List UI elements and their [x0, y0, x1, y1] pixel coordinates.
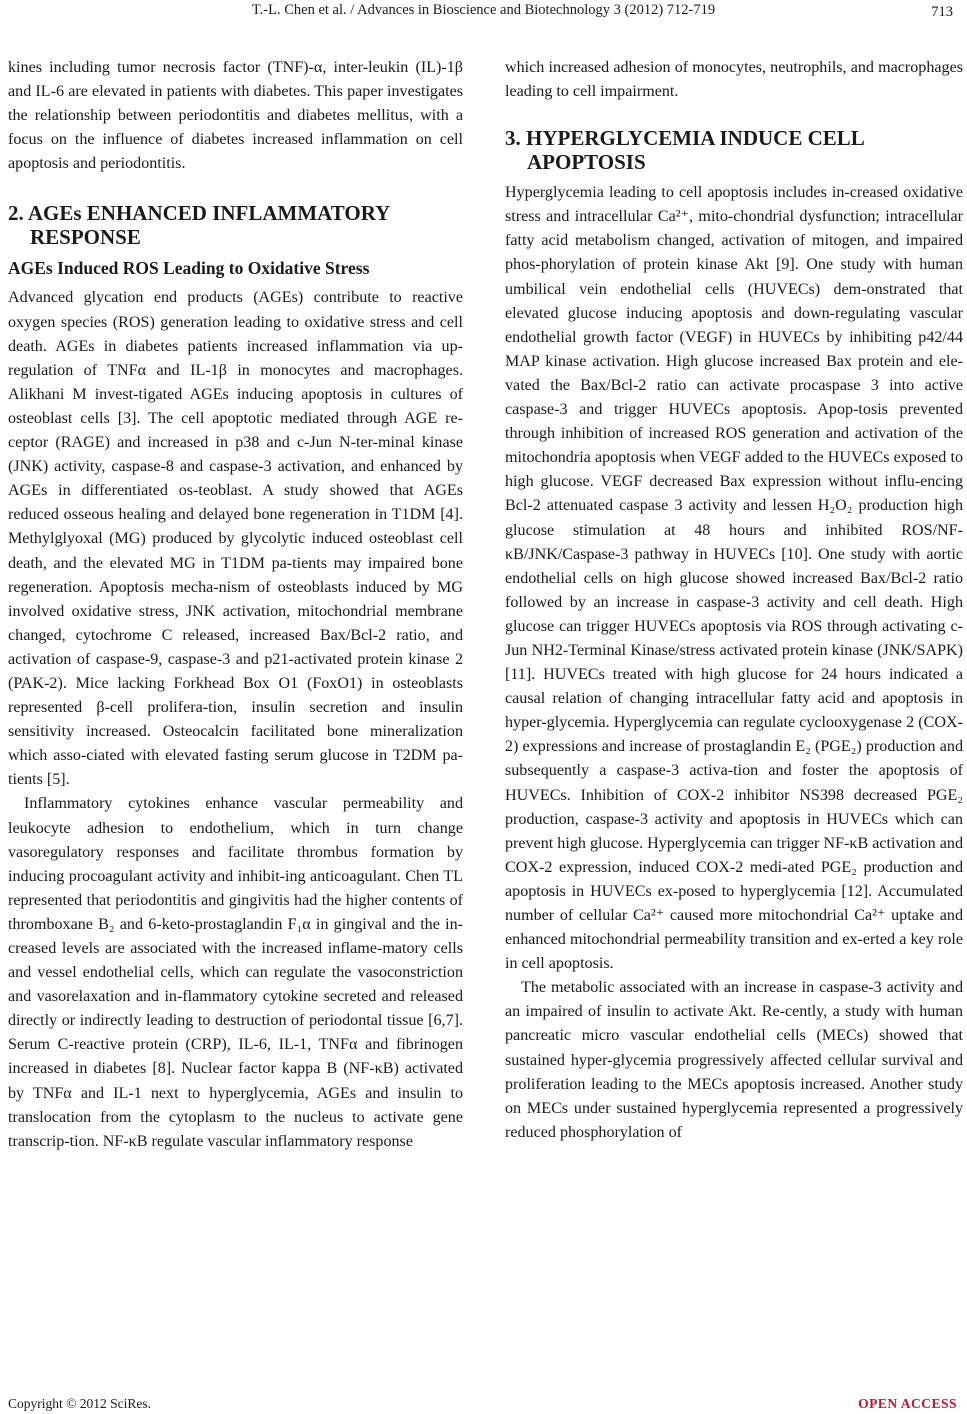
left-column [8, 56, 463, 1154]
page-footer [8, 1396, 963, 1414]
running-head: T.-L. Chen et al. / Advances in Bioscience and Biotechnology 3 (2012) 712-719 [251, 2, 716, 18]
page-header [0, 2, 967, 22]
section-3-title: 3. HYPERGLYCEMIA INDUCE CELL APOPTOSIS [505, 126, 864, 175]
hyperglycemia-paragraph: Hyperglycemia leading to cell apoptosis includes in-creased oxidative stress and intracellular Ca²⁺, mito-chondrial dysfunction; intracellular fatty acid metabolism changed, activation of mitogen, and impaired phos-phorylation of protein kinase Akt [9]. One study with human umbilical vein endothelial cells (HUVECs) dem-onstrated that elevated glucose inducing apoptosis and down-regulating vascular endothelial growth factor (VEGF) in HUVECs by inhibiting p42/44 MAP kinase activation. High glucose increased Bax protein and ele-vated the Bax/Bcl-2 ratio can activate procaspase 3 into active caspase-3 and trigger HUVECs apoptosis. Apop-tosis prevented through inhibition of increased ROS generation and activation of the mitochondria apoptosis when VEGF added to the HUVECs exposed to high glucose. VEGF decreased Bax expression without influ-encing Bcl-2 attenuated caspase 3 activity and lessen H₂O₂ production high glucose stimulation at 48 hours and inhibited ROS/NF-κB/JNK/Caspase-3 pathway in HUVECs [10]. One study with aortic endothelial cells on high glucose showed increased Bax/Bcl-2 ratio followed by an increase in caspase-3 activity and cell death. High glucose can trigger HUVECs apoptosis via ROS through activating c-Jun NH2-Terminal Kinase/stress activated protein kinase (JNK/SAPK) [11]. HUVECs treated with high glucose for 24 hours indicated a causal relation of changing intracellular fatty acid and apoptosis in hyper-glycemia. Hyperglycemia can regulate cyclooxygenase 2 (COX-2) expressions and increase of prostaglandin E₂ (PGE₂) production and subsequently a caspase-3 activa-tion and foster the apoptosis of HUVECs. Inhibition of COX-2 inhibitor NS398 decreased PGE₂ production, caspase-3 activity and apoptosis in HUVECs which can prevent high glucose. Hyperglycemia can trigger NF-κB activation and COX-2 expression, induced COX-2 medi-ated PGE₂ production and apoptosis in HUVECs ex-posed to hyperglycemia [12]. Accumulated number of cellular Ca²⁺ caused more mitochondrial Ca²⁺ uptake and enhanced mitochondrial permeability transition and ex-erted a key role in cell apoptosis. [505, 184, 963, 973]
right-column [505, 56, 963, 1145]
page-number: 713 [931, 4, 953, 20]
continued-paragraph: which increased adhesion of monocytes, neutrophils, and macrophages leading to cell impairment. [505, 59, 963, 101]
ages-paragraph: Advanced glycation end products (AGEs) contribute to reactive oxygen species (ROS) generation leading to oxidative stress and cell death. AGEs in diabetes patients increased inflammation via up-regulation of TNFα and IL-1β in monocytes and macrophages. Alikhani M invest-tigated AGEs inducing apoptosis in cultures of osteoblast cells [3]. The cell apoptotic mediated through AGE re-ceptor (RAGE) and increased in p38 and c-Jun N-ter-minal kinase (JNK) activity, caspase-8 and caspase-3 activation, and enhanced by AGEs in differentiated os-teoblast. A study showed that AGEs reduced osseous healing and delayed bone regeneration in T1DM [4]. Methylglyoxal (MG) produced by glycolytic induced osteoblast cell death, and the elevated MG in T1DM pa-tients may impaired bone regeneration. Apoptosis mecha-nism of osteoblasts induced by MG involved oxidative stress, JNK activation, mitochondrial membrane changed, cytochrome C released, increased Bax/Bcl-2 ratio, and activation of caspase-9, caspase-3 and p21-activated protein kinase 2 (PAK-2). Mice lacking Forkhead Box O1 (FoxO1) in osteoblasts represented β-cell prolifera-tion, insulin secretion and insulin sensitivity increased. Osteocalcin facilitated bone mineralization which asso-ciated with elevated fasting serum glucose in T2DM pa-tients [5]. [8, 289, 463, 789]
section-2-title: 2. AGEs ENHANCED INFLAMMATORY RESPONSE [8, 201, 390, 250]
subsection-title: AGEs Induced ROS Leading to Oxidative Stress [8, 258, 370, 279]
copyright: Copyright © 2012 SciRes. [8, 1396, 152, 1411]
inflammation-paragraph: Inflammatory cytokines enhance vascular permeability and leukocyte adhesion to endothelium, which in turn change vasoregulatory responses and facilitate thrombus formation by inducing procoagulant activity and inhibit-ing anticoagulant. Chen TL represented that periodontitis and gingivitis had the higher contents of thromboxane B₂ and 6-keto-prostaglandin F₁α in gingival and the in-creased levels are associated with the increased inflame-matory cells and vessel endothelial cells, which can regulate the vasoconstriction and vasorelaxation and in-flammatory cytokine secreted and released directly or indirectly leading to destruction of periodontal tissue [6,7]. Serum C-reactive protein (CRP), IL-6, IL-1, TNFα and fibrinogen increased in diabetes [8]. Nuclear factor kappa B (NF-κB) activated by TNFα and IL-1 next to hyperglycemia, AGEs and insulin to translocation from the cytoplasm to the nucleus to activate gene transcrip-tion. NF-κB regulate vascular inflammatory response [8, 795, 463, 1150]
metabolic-paragraph: The metabolic associated with an increase in caspase-3 activity and an impaired of insulin to activate Akt. Re-cently, a study with human pancreatic micro vascular endothelial cells (MECs) showed that sustained hyper-glycemia progressively affected cellular survival and proliferation leading to the MECs apoptosis increased. Another study on MECs under sustained hyperglycemia represented a progressively reduced phosphorylation of [505, 979, 963, 1141]
open-access-label: OPEN ACCESS [858, 1396, 957, 1411]
intro-paragraph: kines including tumor necrosis factor (TNF)-α, inter-leukin (IL)-1β and IL-6 are elevated in patients with diabetes. This paper investigates the relationship between periodontitis and diabetes mellitus, with a focus on the influence of diabetes increased inflammation on cell apoptosis and periodontitis. [8, 59, 463, 173]
